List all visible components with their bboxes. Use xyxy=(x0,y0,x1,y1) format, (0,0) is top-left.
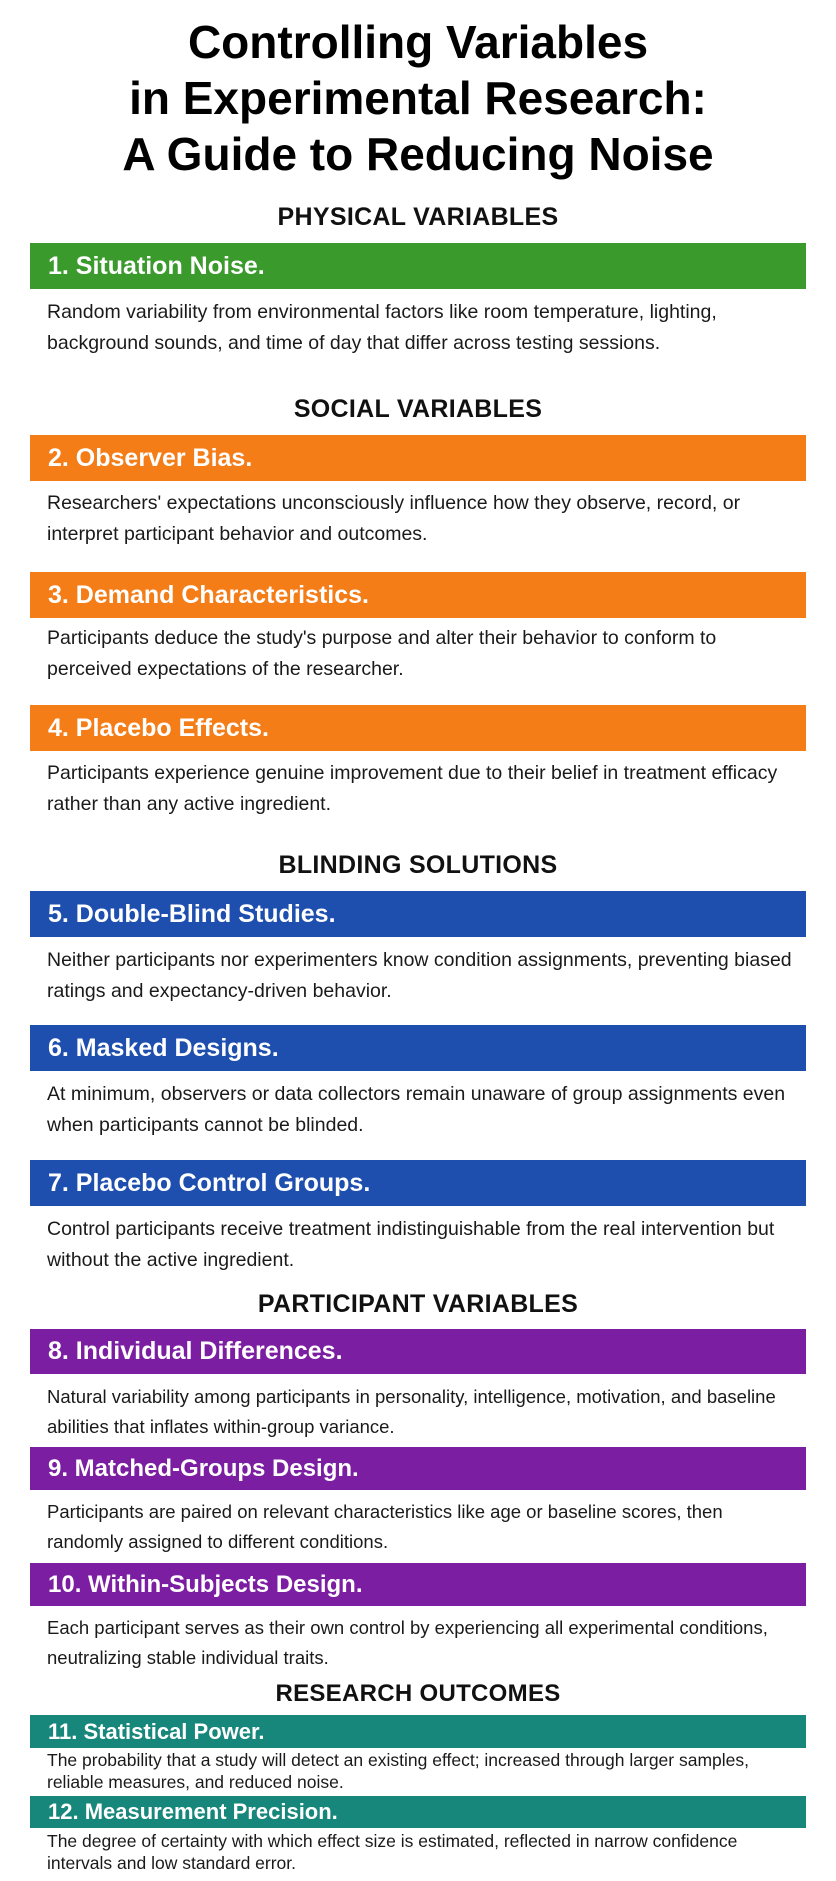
item-description-individual-differences: Natural variability among participants in personality, intelligence, motivation, and baseline abilities that inflates within-group variance. xyxy=(47,1386,776,1437)
item-header-matched-groups-design: 9. Matched-Groups Design. xyxy=(30,1447,806,1490)
item-header-statistical-power: 11. Statistical Power. xyxy=(30,1715,806,1748)
section-heading-social-variables: SOCIAL VARIABLES xyxy=(293,395,543,423)
item-header-individual-differences: 8. Individual Differences. xyxy=(30,1329,806,1374)
item-header-situation-noise: 1. Situation Noise. xyxy=(30,243,806,289)
section-heading-research-outcomes: RESEARCH OUTCOMES xyxy=(275,1680,561,1707)
section-heading-blinding-solutions: BLINDING SOLUTIONS xyxy=(278,851,558,879)
item-description-situation-noise: Random variability from environmental factors like room temperature, lighting, background sounds, and time of day that differ across testing sessions. xyxy=(47,301,717,354)
page-title-line-2: in Experimental Research: xyxy=(129,72,707,124)
item-header-double-blind-studies: 5. Double-Blind Studies. xyxy=(30,891,806,937)
item-header-measurement-precision: 12. Measurement Precision. xyxy=(30,1796,806,1828)
page-title-line-1: Controlling Variables xyxy=(187,16,649,68)
section-heading-physical-variables: PHYSICAL VARIABLES xyxy=(277,203,559,231)
item-header-placebo-control-groups: 7. Placebo Control Groups. xyxy=(30,1160,806,1206)
item-header-masked-designs: 6. Masked Designs. xyxy=(30,1025,806,1071)
section-heading-participant-variables: PARTICIPANT VARIABLES xyxy=(257,1290,579,1318)
item-description-observer-bias: Researchers' expectations unconsciously influence how they observe, record, or interpret participant behavior and outcomes. xyxy=(47,492,741,545)
item-description-masked-designs: At minimum, observers or data collectors remain unaware of group assignments even when participants cannot be blinded. xyxy=(47,1083,786,1136)
page-title xyxy=(0,14,836,182)
item-description-placebo-effects: Participants experience genuine improvement due to their belief in treatment efficacy rather than any active ingredient. xyxy=(47,762,778,815)
item-description-within-subjects-design: Each participant serves as their own control by experiencing all experimental conditions, neutralizing stable individual traits. xyxy=(47,1617,768,1668)
item-header-demand-characteristics: 3. Demand Characteristics. xyxy=(30,572,806,618)
item-description-double-blind-studies: Neither participants nor experimenters know condition assignments, preventing biased ratings and expectancy-driven behavior. xyxy=(47,949,792,1002)
item-header-placebo-effects: 4. Placebo Effects. xyxy=(30,705,806,751)
page-title-line-3: A Guide to Reducing Noise xyxy=(122,128,714,180)
item-description-matched-groups-design: Participants are paired on relevant characteristics like age or baseline scores, then randomly assigned to different conditions. xyxy=(47,1501,723,1552)
item-header-observer-bias: 2. Observer Bias. xyxy=(30,435,806,481)
item-description-demand-characteristics: Participants deduce the study's purpose and alter their behavior to conform to perceived expectations of the researcher. xyxy=(47,627,717,680)
item-description-measurement-precision: The degree of certainty with which effect size is estimated, reflected in narrow confidence intervals and low standard error. xyxy=(47,1831,738,1873)
item-description-placebo-control-groups: Control participants receive treatment indistinguishable from the real intervention but without the active ingredient. xyxy=(47,1218,775,1271)
item-header-within-subjects-design: 10. Within-Subjects Design. xyxy=(30,1563,806,1606)
item-description-statistical-power: The probability that a study will detect an existing effect; increased through larger samples, reliable measures, and reduced noise. xyxy=(47,1750,749,1792)
